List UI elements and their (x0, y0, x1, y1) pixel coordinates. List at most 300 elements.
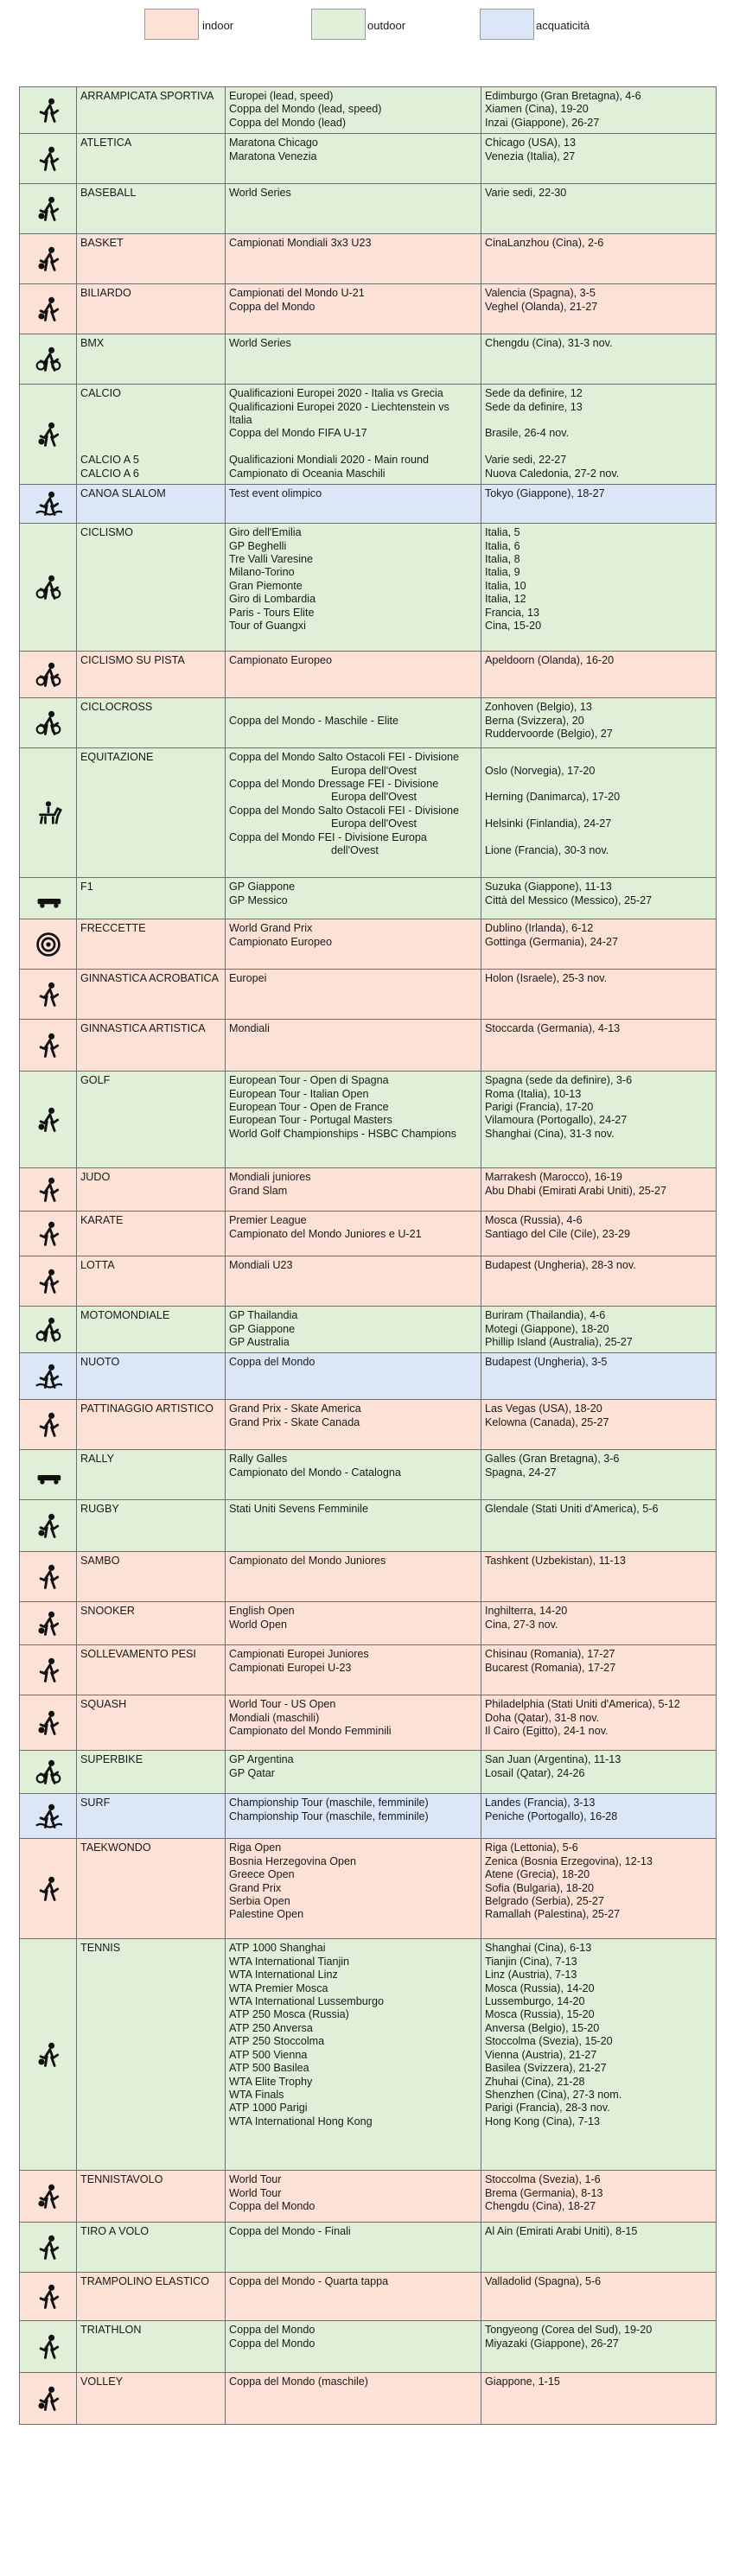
event-place: Helsinki (Finlandia), 24-27 (485, 817, 612, 830)
place-cell (481, 2273, 717, 2321)
place-cell (481, 698, 717, 748)
sport-name: GINNASTICA ACROBATICA (80, 972, 220, 985)
surf-icon (35, 1803, 62, 1830)
event-place: Italia, 5 (485, 526, 520, 539)
sports-calendar-table (19, 86, 717, 2425)
place-cell (481, 1552, 717, 1602)
event-cell (226, 698, 481, 748)
table-row (20, 1794, 717, 1839)
event-name: World Grand Prix (229, 922, 313, 935)
sport-name-cell (77, 1939, 226, 2171)
event-name: European Tour - Open de France (229, 1101, 389, 1114)
event-cell (226, 652, 481, 698)
event-cell (226, 2223, 481, 2273)
sport-name-cell (77, 1794, 226, 1839)
legend-indoor-swatch (144, 9, 199, 40)
sport-icon-cell (20, 652, 77, 698)
archery-target-icon (35, 931, 62, 958)
event-place: Mosca (Russia), 14-20 (485, 1981, 595, 1994)
event-place: Spagna (sede da definire), 3-6 (485, 1074, 633, 1087)
sport-name: BASEBALL (80, 187, 137, 200)
event-name: Mondiali juniores (229, 1171, 311, 1184)
sport-name-cell (77, 134, 226, 184)
event-place: Bucarest (Romania), 17-27 (485, 1661, 616, 1674)
event-place: Spagna, 24-27 (485, 1466, 557, 1479)
table-tennis-icon (35, 2183, 62, 2210)
sport-name: TAEKWONDO (80, 1841, 151, 1854)
sport-name: CALCIO A 6 (80, 467, 139, 480)
artistic-gymnastics-icon (35, 1032, 62, 1059)
event-place: Shanghai (Cina), 31-3 nov. (485, 1127, 615, 1140)
event-place: Hong Kong (Cina), 7-13 (485, 2115, 601, 2128)
table-row (20, 1939, 717, 2171)
place-cell (481, 134, 717, 184)
sport-icon-cell (20, 234, 77, 284)
sport-name-cell (77, 919, 226, 970)
sport-name-cell (77, 1168, 226, 1212)
baseball-icon (35, 195, 62, 223)
sport-icon-cell (20, 1695, 77, 1751)
place-cell (481, 524, 717, 652)
event-place: Edimburgo (Gran Bretagna), 4-6 (485, 90, 641, 102)
event-place: Vilamoura (Portogallo), 24-27 (485, 1114, 628, 1127)
sport-name-cell (77, 485, 226, 524)
event-name: Campionato Europeo (229, 935, 333, 948)
sport-name-cell (77, 234, 226, 284)
event-name: Coppa del Mondo FIFA U-17 (229, 427, 367, 440)
event-name: ATP 250 Anversa (229, 2021, 313, 2034)
event-place: Linz (Austria), 7-13 (485, 1969, 577, 1981)
event-cell (226, 1939, 481, 2171)
tennis-icon (35, 2041, 62, 2069)
table-row (20, 334, 717, 385)
acrobatic-gymnastics-icon (35, 981, 62, 1008)
event-place: Tokyo (Giappone), 18-27 (485, 487, 605, 500)
event-place: Las Vegas (USA), 18-20 (485, 1402, 602, 1415)
sport-name-cell (77, 1212, 226, 1256)
event-name: Rally Galles (229, 1453, 288, 1466)
sport-name: RALLY (80, 1453, 114, 1466)
sport-name: BASKET (80, 237, 124, 250)
sport-name: ATLETICA (80, 137, 132, 149)
climbing-icon (35, 97, 62, 124)
event-place: Motegi (Giappone), 18-20 (485, 1322, 609, 1335)
sport-icon-cell (20, 1602, 77, 1645)
event-place: Vienna (Austria), 21-27 (485, 2048, 597, 2061)
sport-name: KARATE (80, 1214, 124, 1227)
event-cell (226, 385, 481, 485)
table-row (20, 2223, 717, 2273)
football-icon (35, 421, 62, 448)
sport-name: TRIATHLON (80, 2324, 142, 2337)
event-place: Brasile, 26-4 nov. (485, 427, 570, 440)
place-cell (481, 485, 717, 524)
event-place: Miyazaki (Giappone), 26-27 (485, 2337, 619, 2350)
event-cell (226, 1839, 481, 1939)
sport-icon-cell (20, 1839, 77, 1939)
swimming-icon (35, 1363, 62, 1390)
sport-name: JUDO (80, 1171, 111, 1184)
sport-name: TRAMPOLINO ELASTICO (80, 2275, 210, 2288)
sport-name-cell (77, 1500, 226, 1552)
event-place (485, 441, 712, 454)
sport-name: VOLLEY (80, 2376, 124, 2388)
sport-icon-cell (20, 334, 77, 385)
event-place: Zenica (Bosnia Erzegovina), 12-13 (485, 1854, 653, 1867)
sport-name: SUPERBIKE (80, 1753, 143, 1766)
event-place: Stoccolma (Svezia), 1-6 (485, 2173, 601, 2186)
sport-name: CALCIO A 5 (80, 454, 139, 467)
event-name: ATP 500 Vienna (229, 2048, 308, 2061)
place-cell (481, 2171, 717, 2223)
sport-name-cell (77, 284, 226, 334)
table-row (20, 2373, 717, 2425)
cycling-icon (35, 574, 62, 601)
event-name: ATP 500 Basilea (229, 2062, 309, 2075)
event-cell (226, 1500, 481, 1552)
event-place: Phillip Island (Australia), 25-27 (485, 1336, 633, 1349)
event-name: Serbia Open (229, 1895, 290, 1908)
sport-name-cell (77, 1695, 226, 1751)
event-place: Philadelphia (Stati Uniti d'America), 5-12 (485, 1698, 680, 1711)
legend-indoor-label: indoor (202, 19, 234, 32)
table-row (20, 1353, 717, 1400)
table-row (20, 1072, 717, 1168)
cyclocross-icon (35, 709, 62, 737)
event-cell (226, 919, 481, 970)
event-name: Campionato del Mondo - Catalogna (229, 1466, 401, 1479)
event-name: Championship Tour (maschile, femminile) (229, 1797, 429, 1810)
event-name (229, 701, 477, 714)
event-place: Belgrado (Serbia), 25-27 (485, 1895, 604, 1908)
place-cell (481, 1500, 717, 1552)
event-place: Italia, 10 (485, 579, 526, 592)
event-place: Valladolid (Spagna), 5-6 (485, 2275, 602, 2288)
event-name: ATP 250 Stoccolma (229, 2035, 325, 2048)
event-name: Mondiali U23 (229, 1259, 293, 1272)
event-name: Campionati Europei U-23 (229, 1661, 352, 1674)
event-place: Buriram (Thailandia), 4-6 (485, 1309, 606, 1322)
event-name: Coppa del Mondo - Quarta tappa (229, 2275, 389, 2288)
table-row (20, 748, 717, 878)
sport-icon-cell (20, 1212, 77, 1256)
event-place: Italia, 9 (485, 566, 520, 579)
event-place: Lussemburgo, 14-20 (485, 1995, 585, 2008)
table-row (20, 1212, 717, 1256)
golf-icon (35, 1106, 62, 1134)
sport-name-cell (77, 748, 226, 878)
table-row (20, 284, 717, 334)
event-place: Dublino (Irlanda), 6-12 (485, 922, 594, 935)
event-name: ATP 250 Mosca (Russia) (229, 2008, 349, 2021)
event-name: Campionato del Mondo Femminili (229, 1725, 392, 1738)
event-cell (226, 1450, 481, 1500)
basketball-icon (35, 245, 62, 273)
sport-name: MOTOMONDIALE (80, 1309, 170, 1322)
event-cell (226, 1168, 481, 1212)
event-place: Oslo (Norvegia), 17-20 (485, 764, 596, 777)
sport-name-cell (77, 1602, 226, 1645)
table-row (20, 184, 717, 234)
event-place: Xiamen (Cina), 19-20 (485, 103, 589, 116)
event-name: Qualificazioni Europei 2020 - Liechtenstein vs (229, 400, 449, 413)
sport-name: SNOOKER (80, 1605, 135, 1618)
sport-name: CALCIO (80, 387, 121, 400)
squash-icon (35, 1709, 62, 1737)
event-name: Campionato del Mondo Juniores e U-21 (229, 1227, 422, 1240)
table-row (20, 2321, 717, 2373)
sport-name-cell (77, 1400, 226, 1450)
event-cell (226, 334, 481, 385)
sport-name: TENNIS (80, 1942, 121, 1955)
event-place: Riga (Lettonia), 5-6 (485, 1841, 578, 1854)
legend-outdoor-swatch (311, 9, 366, 40)
sport-name (80, 441, 221, 454)
event-place: Suzuka (Giappone), 11-13 (485, 881, 612, 894)
event-name: Coppa del Mondo Salto Ostacoli FEI - Divisione (229, 751, 459, 764)
event-name: Campionato del Mondo Juniores (229, 1555, 386, 1568)
sport-name-cell (77, 2373, 226, 2425)
event-place: Holon (Israele), 25-3 nov. (485, 972, 608, 985)
event-cell (226, 1400, 481, 1450)
taekwondo-icon (35, 1875, 62, 1903)
event-place: Losail (Qatar), 24-26 (485, 1766, 585, 1779)
place-cell (481, 878, 717, 919)
event-place: Venezia (Italia), 27 (485, 149, 576, 162)
event-name: Grand Prix - Skate America (229, 1402, 361, 1415)
table-row (20, 1168, 717, 1212)
place-cell (481, 1400, 717, 1450)
place-cell (481, 234, 717, 284)
sport-icon-cell (20, 1939, 77, 2171)
table-row (20, 87, 717, 134)
event-cell (226, 524, 481, 652)
table-row (20, 1695, 717, 1751)
event-place: Chisinau (Romania), 17-27 (485, 1648, 615, 1661)
sport-icon-cell (20, 87, 77, 134)
place-cell (481, 748, 717, 878)
canoe-icon (35, 490, 62, 518)
table-row (20, 1552, 717, 1602)
sport-icon-cell (20, 2273, 77, 2321)
legend-water-swatch (480, 9, 534, 40)
event-name: Coppa del Mondo FEI - Divisione Europa (229, 830, 427, 843)
event-name: Coppa del Mondo Dressage FEI - Divisione (229, 778, 439, 791)
place-cell (481, 1794, 717, 1839)
table-row (20, 1751, 717, 1794)
event-name: European Tour - Italian Open (229, 1087, 369, 1100)
legend-outdoor-label: outdoor (367, 19, 406, 32)
event-place: Nuova Caledonia, 27-2 nov. (485, 467, 620, 480)
sport-name: SURF (80, 1797, 111, 1810)
event-name: English Open (229, 1605, 295, 1618)
event-name: World Golf Championships - HSBC Champions (229, 1127, 456, 1140)
event-name: ATP 1000 Shanghai (229, 1942, 326, 1955)
legend (0, 7, 733, 41)
event-place (485, 414, 712, 427)
bmx-icon (35, 346, 62, 373)
place-cell (481, 1307, 717, 1353)
sport-name: F1 (80, 881, 93, 894)
event-name: Campionati Mondiali 3x3 U23 (229, 237, 372, 250)
sport-name: EQUITAZIONE (80, 751, 154, 764)
event-place: Stoccolma (Svezia), 15-20 (485, 2035, 613, 2048)
event-name: European Tour - Portugal Masters (229, 1114, 392, 1127)
event-place: Inzai (Giappone), 26-27 (485, 116, 600, 129)
event-name: Paris - Tours Elite (229, 606, 315, 619)
sport-name: TENNISTAVOLO (80, 2173, 163, 2186)
sport-icon-cell (20, 1256, 77, 1307)
place-cell (481, 2321, 717, 2373)
sport-name-cell (77, 1751, 226, 1794)
sport-name-cell (77, 524, 226, 652)
sport-name: BILIARDO (80, 287, 131, 300)
event-name: GP Australia (229, 1336, 290, 1349)
motorbike-icon (35, 1316, 62, 1344)
event-cell (226, 184, 481, 234)
place-cell (481, 87, 717, 134)
event-name: World Series (229, 337, 291, 350)
event-place: Francia, 13 (485, 606, 539, 619)
event-cell (226, 2373, 481, 2425)
event-name: WTA Finals (229, 2088, 284, 2101)
trampoline-icon (35, 2283, 62, 2311)
sport-icon-cell (20, 1794, 77, 1839)
event-name: GP Thailandia (229, 1309, 298, 1322)
event-name: Gran Piemonte (229, 579, 303, 592)
table-row (20, 1307, 717, 1353)
event-name: European Tour - Open di Spagna (229, 1074, 389, 1087)
equestrian-icon (35, 799, 62, 827)
event-name: Stati Uniti Sevens Femminile (229, 1503, 368, 1516)
place-cell (481, 1751, 717, 1794)
rally-car-icon (35, 1461, 62, 1489)
sport-icon-cell (20, 919, 77, 970)
place-cell (481, 1602, 717, 1645)
event-name: Championship Tour (maschile, femminile) (229, 1810, 429, 1822)
event-place: Berna (Svizzera), 20 (485, 714, 584, 727)
sport-name: CICLISMO SU PISTA (80, 654, 185, 667)
sport-icon-cell (20, 1400, 77, 1450)
sport-name-cell (77, 87, 226, 134)
event-name: Giro dell'Emilia (229, 526, 302, 539)
event-name: Grand Prix - Skate Canada (229, 1415, 360, 1428)
event-place: Sede da definire, 13 (485, 400, 583, 413)
judo-icon (35, 1176, 62, 1204)
sport-name: FRECCETTE (80, 922, 146, 935)
sport-icon-cell (20, 1072, 77, 1168)
event-name: Coppa del Mondo (lead) (229, 116, 347, 129)
sport-name-cell (77, 184, 226, 234)
event-cell (226, 2171, 481, 2223)
event-place: Budapest (Ungheria), 28-3 nov. (485, 1259, 636, 1272)
event-name: ATP 1000 Parigi (229, 2102, 308, 2115)
event-name: WTA Elite Trophy (229, 2075, 313, 2088)
event-cell (226, 1353, 481, 1400)
event-cell (226, 1256, 481, 1307)
place-cell (481, 284, 717, 334)
sport-name-cell (77, 2273, 226, 2321)
table-row (20, 1400, 717, 1450)
sport-name: NUOTO (80, 1356, 120, 1369)
event-place: Inghilterra, 14-20 (485, 1605, 568, 1618)
event-name: GP Messico (229, 894, 288, 906)
sport-icon-cell (20, 524, 77, 652)
place-cell (481, 1020, 717, 1072)
event-place: Shenzhen (Cina), 27-3 nom. (485, 2088, 622, 2101)
event-place: Varie sedi, 22-27 (485, 454, 567, 467)
sport-name: PATTINAGGIO ARTISTICO (80, 1402, 214, 1415)
event-place: Apeldoorn (Olanda), 16-20 (485, 654, 615, 667)
event-cell (226, 1072, 481, 1168)
sport-icon-cell (20, 1500, 77, 1552)
event-place: Lione (Francia), 30-3 nov. (485, 844, 609, 857)
legend-water-label: acquaticità (536, 19, 590, 32)
event-place: Chengdu (Cina), 18-27 (485, 2200, 596, 2213)
sport-name: GOLF (80, 1074, 111, 1087)
event-name: Maratona Venezia (229, 149, 317, 162)
event-name: Campionati del Mondo U-21 (229, 287, 365, 300)
event-place: Galles (Gran Bretagna), 3-6 (485, 1453, 620, 1466)
event-name: Riga Open (229, 1841, 282, 1854)
event-place: Landes (Francia), 3-13 (485, 1797, 596, 1810)
table-row (20, 1839, 717, 1939)
event-name: Maratona Chicago (229, 137, 318, 149)
event-name: Grand Prix (229, 1881, 282, 1894)
event-name: Europa dell'Ovest (331, 791, 417, 804)
event-name: GP Qatar (229, 1766, 275, 1779)
table-body (20, 87, 717, 2425)
track-cycling-icon (35, 661, 62, 689)
table-row (20, 2273, 717, 2321)
event-cell (226, 1212, 481, 1256)
event-place: Zonhoven (Belgio), 13 (485, 701, 592, 714)
event-cell (226, 1645, 481, 1695)
event-place: Giappone, 1-15 (485, 2376, 560, 2388)
event-place: Italia, 8 (485, 553, 520, 566)
event-cell (226, 1307, 481, 1353)
sport-icon-cell (20, 184, 77, 234)
event-place: Santiago del Cile (Cile), 23-29 (485, 1227, 631, 1240)
triathlon-icon (35, 2333, 62, 2361)
event-place: Al Ain (Emirati Arabi Uniti), 8-15 (485, 2225, 638, 2238)
event-cell (226, 134, 481, 184)
place-cell (481, 919, 717, 970)
sport-name-cell (77, 334, 226, 385)
event-name: Palestine Open (229, 1908, 304, 1921)
sport-name-cell (77, 2223, 226, 2273)
event-place (485, 751, 712, 764)
sport-name-cell (77, 1307, 226, 1353)
table-row (20, 385, 717, 485)
table-row (20, 652, 717, 698)
snooker-icon (35, 1610, 62, 1638)
sport-name-cell (77, 1072, 226, 1168)
table-row (20, 1450, 717, 1500)
sport-name-cell (77, 1256, 226, 1307)
event-name: Grand Slam (229, 1184, 288, 1197)
place-cell (481, 1168, 717, 1212)
sport-icon-cell (20, 2373, 77, 2425)
volleyball-icon (35, 2385, 62, 2413)
athletics-icon (35, 145, 62, 173)
sport-icon-cell (20, 1353, 77, 1400)
event-cell (226, 2273, 481, 2321)
table-row (20, 1256, 717, 1307)
event-name: World Series (229, 187, 291, 200)
event-name: Tour of Guangxi (229, 620, 306, 633)
sport-name: SOLLEVAMENTO PESI (80, 1648, 196, 1661)
